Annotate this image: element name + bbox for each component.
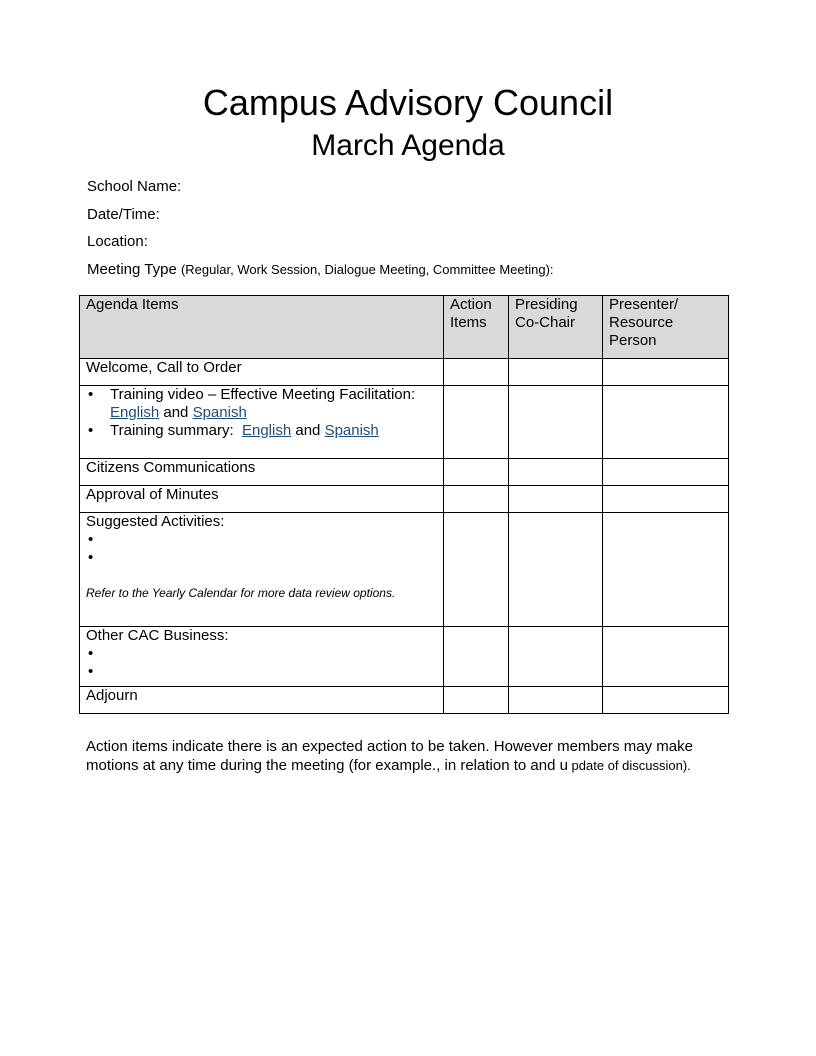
row-other-business bbox=[80, 627, 444, 687]
action-cell bbox=[444, 386, 509, 459]
row-welcome: Welcome, Call to Order bbox=[80, 359, 444, 386]
list-item bbox=[110, 645, 437, 663]
training-summary-text: Training summary: bbox=[110, 422, 234, 439]
header-presiding-co-chair: Presiding Co-Chair bbox=[509, 296, 603, 359]
training-summary-english-link[interactable]: English bbox=[241, 422, 292, 439]
presiding-cell bbox=[509, 687, 603, 714]
footer-text: Action items indicate there is an expected action to be taken. However members may make motions at any time during the meeting (for example., in relation to and u bbox=[86, 738, 693, 774]
training-video-text: Training video – Effective Meeting Facilitation: bbox=[110, 386, 416, 403]
list-item bbox=[110, 663, 437, 681]
header-action-items: Action Items bbox=[444, 296, 509, 359]
presenter-cell bbox=[603, 687, 729, 714]
footer-text-end: pdate of discussion). bbox=[567, 758, 691, 773]
meeting-type-field bbox=[87, 261, 554, 279]
meeting-type-label: Meeting Type bbox=[87, 261, 177, 278]
presiding-cell bbox=[509, 459, 603, 486]
presenter-cell bbox=[603, 627, 729, 687]
table-header-row bbox=[80, 296, 729, 359]
location-label: Location: bbox=[87, 233, 148, 250]
suggested-list bbox=[86, 531, 437, 567]
row-adjourn: Adjourn bbox=[80, 687, 444, 714]
list-item bbox=[110, 422, 437, 440]
page-title: Campus Advisory Council bbox=[202, 82, 614, 123]
header-presenter: Presenter/ Resource Person bbox=[603, 296, 729, 359]
table-row bbox=[80, 627, 729, 687]
action-cell bbox=[444, 486, 509, 513]
presenter-cell bbox=[603, 386, 729, 459]
page-subtitle: March Agenda bbox=[311, 129, 505, 162]
presiding-cell bbox=[509, 386, 603, 459]
header-agenda-items: Agenda Items bbox=[80, 296, 444, 359]
agenda-table bbox=[79, 295, 729, 714]
table-row bbox=[80, 359, 729, 386]
presiding-cell bbox=[509, 513, 603, 627]
presenter-cell bbox=[603, 513, 729, 627]
other-business-label: Other CAC Business: bbox=[86, 627, 229, 644]
action-cell bbox=[444, 513, 509, 627]
training-video-spanish-link[interactable]: Spanish bbox=[192, 404, 247, 421]
list-item bbox=[110, 531, 437, 549]
presiding-cell bbox=[509, 486, 603, 513]
list-item bbox=[110, 386, 437, 422]
suggested-note: Refer to the Yearly Calendar for more data review options. bbox=[86, 586, 396, 600]
training-summary-spanish-link[interactable]: Spanish bbox=[324, 422, 379, 439]
table-row bbox=[80, 386, 729, 459]
table-row bbox=[80, 459, 729, 486]
meeting-type-note: (Regular, Work Session, Dialogue Meeting, Committee Meeting): bbox=[180, 262, 554, 277]
action-cell bbox=[444, 627, 509, 687]
and-text: and bbox=[163, 404, 189, 421]
row-suggested bbox=[80, 513, 444, 627]
table-row bbox=[80, 513, 729, 627]
presenter-cell bbox=[603, 486, 729, 513]
list-item bbox=[110, 549, 437, 567]
suggested-label: Suggested Activities: bbox=[86, 513, 225, 530]
presiding-cell bbox=[509, 359, 603, 386]
action-cell bbox=[444, 459, 509, 486]
presiding-cell bbox=[509, 627, 603, 687]
row-approval: Approval of Minutes bbox=[80, 486, 444, 513]
school-name-label: School Name: bbox=[87, 178, 182, 195]
and-text: and bbox=[295, 422, 321, 439]
date-time-label: Date/Time: bbox=[87, 206, 160, 223]
training-video-english-link[interactable]: English bbox=[110, 404, 160, 421]
action-cell bbox=[444, 359, 509, 386]
table-row bbox=[80, 486, 729, 513]
row-citizens: Citizens Communications bbox=[80, 459, 444, 486]
presenter-cell bbox=[603, 359, 729, 386]
row-training bbox=[80, 386, 444, 459]
training-list bbox=[86, 386, 437, 440]
presenter-cell bbox=[603, 459, 729, 486]
action-cell bbox=[444, 687, 509, 714]
other-business-list bbox=[86, 645, 437, 681]
footer-note bbox=[86, 737, 706, 775]
table-row bbox=[80, 687, 729, 714]
